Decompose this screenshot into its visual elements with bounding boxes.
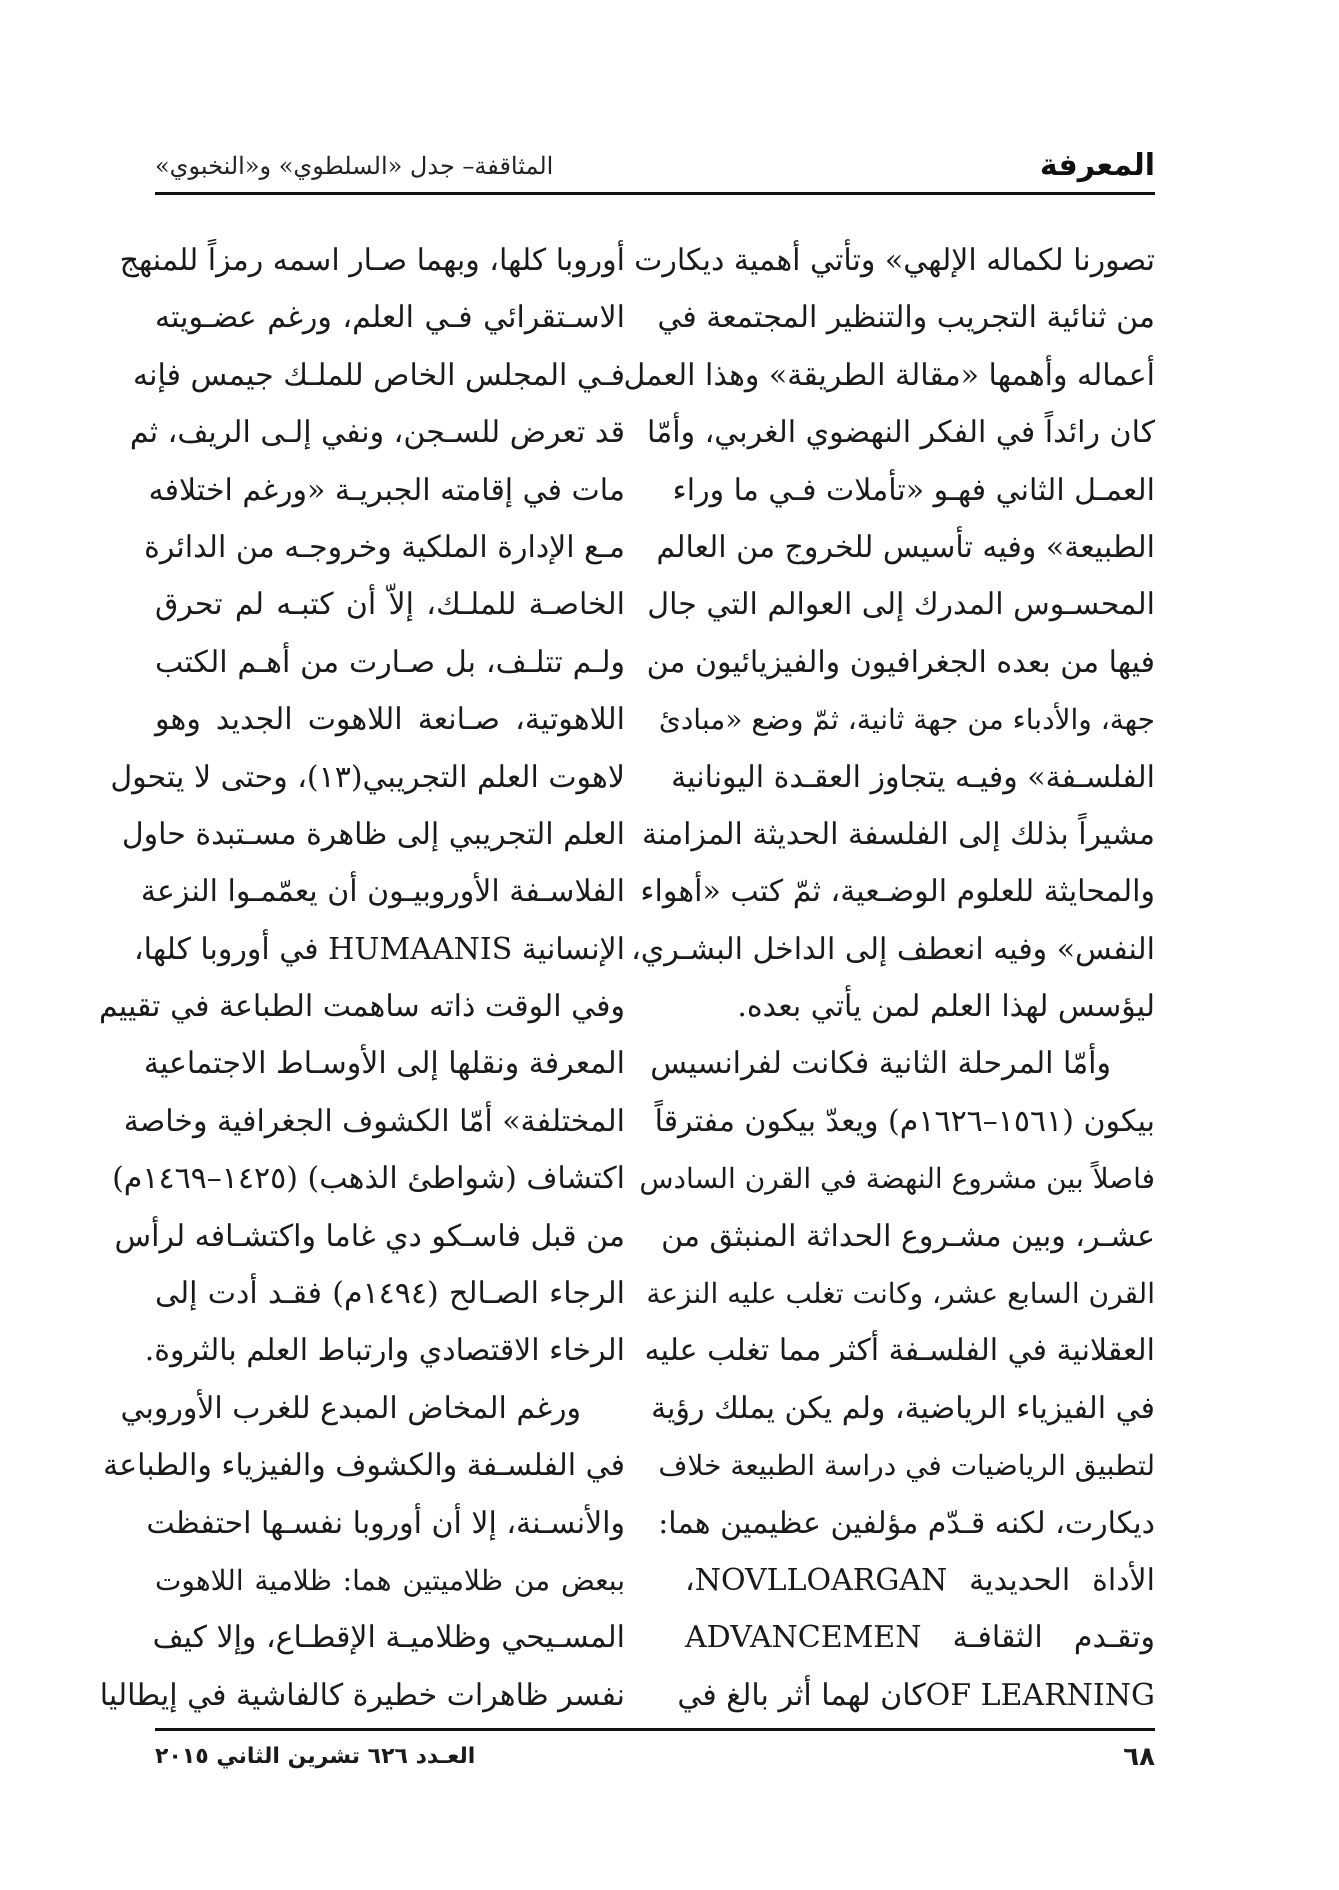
text-line: القرن السابع عشر، وكانت تغلب عليه النزعة (646, 1277, 1155, 1311)
text-line: كان رائداً في الفكر النهضوي الغربي، وأمّا (647, 415, 1155, 451)
text-line: ولـم تتلـف، بل صـارت من أهـم الكتب (155, 644, 625, 680)
page-footer (155, 1742, 1155, 1778)
text-line: المعرفة ونقلها إلى الأوسـاط الاجتماعية (143, 1046, 625, 1082)
left-text-column (98, 232, 626, 1724)
text-line: لتطبيق الرياضيات في دراسة الطبيعة خلاف (658, 1449, 1155, 1483)
text-line: الإنسانية HUMAANIS في أوروبا كلها، (134, 931, 625, 967)
text-line: النفس» وفيه انعطف إلى الداخل البشـري، (631, 931, 1155, 967)
text-line: المختلفة» أمّا الكشوف الجغرافية وخاصة (123, 1103, 625, 1139)
text-line: عشـر، وبين مشـروع الحداثة المنبثق من (661, 1218, 1155, 1254)
text-line: من قبل فاسـكو دي غاما واكتشـافه لرأس (114, 1218, 625, 1254)
right-text-column (623, 232, 1155, 1724)
text-line: ديكارت، لكنه قـدّم مؤلفين عظيمين هما: (658, 1505, 1155, 1541)
text-line: لاهوت العلم التجريبي(١٣)، وحتى لا يتحول (110, 759, 625, 795)
text-line: بيكون (١٥٦١–١٦٢٦م) ويعدّ بيكون مفترقاً (654, 1103, 1155, 1139)
text-line: في الفلسـفة والكشوف والفيزياء والطباعة (103, 1448, 625, 1484)
text-line: العمـل الثاني فهـو «تأملات فـي ما وراء (672, 472, 1155, 508)
text-line: اكتشاف (شواطئ الذهب) (١٤٢٥–١٤٦٩م) (112, 1161, 625, 1197)
text-line: في الفيزياء الرياضية، ولم يكن يملك رؤية (651, 1390, 1155, 1426)
text-line: جهة، والأدباء من جهة ثانية، ثمّ وضع «مبادئ (658, 703, 1155, 737)
text-line: مات في إقامته الجبريـة «ورغم اختلافه (148, 472, 625, 508)
text-line: من ثنائية التجريب والتنظير المجتمعة في (657, 300, 1155, 336)
text-line: المحسـوس المدرك إلى العوالم التي جال (647, 587, 1155, 623)
text-line: والأنسـنة، إلا أن أوروبا نفسـها احتفظت (146, 1505, 625, 1541)
text-line: مـع الإدارة الملكية وخروجـه من الدائرة (144, 529, 625, 565)
text-line: الفلسـفة» وفيـه يتجاوز العقـدة اليونانية (671, 759, 1155, 795)
text-line: المسـيحي وظلاميـة الإقطـاع، وإلا كيف (152, 1620, 625, 1656)
text-line: وتقـدم الثقافـة ADVANCEMEN (685, 1620, 1155, 1656)
text-line: ورغم المخاض المبدع للغرب الأوروبي (120, 1390, 581, 1426)
text-line: العلم التجريبي إلى ظاهرة مسـتبدة حاول (121, 816, 625, 852)
text-line: الطبيعة» وفيه تأسيس للخروج من العالم (656, 529, 1155, 565)
page-number: ٦٨ (1123, 1742, 1155, 1772)
issue-info: العـدد ٦٢٦ تشرين الثاني ٢٠١٥ (155, 1744, 476, 1769)
magazine-logo: المعرفة (1039, 148, 1155, 183)
text-line: فاصلاً بين مشروع النهضة في القرن السادس (639, 1162, 1155, 1196)
text-line: الفلاسـفة الأوروبيـون أن يعمّمـوا النزعة (140, 874, 625, 910)
text-line: اللاهوتية، صـانعة اللاهوت الجديد وهو (155, 702, 625, 738)
text-line: وفي الوقت ذاته ساهمت الطباعة في تقييم (98, 989, 625, 1025)
text-line: الرخاء الاقتصادي وارتباط العلم بالثروة. (144, 1333, 625, 1369)
text-line: فيها من بعده الجغرافيون والفيزيائيون من (646, 644, 1155, 680)
header-rule (155, 192, 1155, 195)
text-line: تصورنا لكماله الإلهي» وتأتي أهمية ديكارت (634, 243, 1155, 278)
text-line: أعماله وأهمها «مقالة الطريقة» وهذا العمل (623, 357, 1155, 393)
text-line: نفسر ظاهرات خطيرة كالفاشية في إيطاليا (99, 1677, 625, 1713)
running-title: المثاقفة– جدل «السلطوي» و«النخبوي» (155, 152, 554, 180)
page-header (155, 146, 1155, 190)
text-line: الخاصـة للملـك، إلاّ أن كتبـه لم تحرق (155, 587, 625, 623)
text-line: فـي المجلس الخاص للملـك جيمس فإنه (133, 357, 625, 393)
text-line: الأداة الحديدية NOVLLOARGAN، (685, 1562, 1155, 1598)
text-line: العقلانية في الفلسـفة أكثر مما تغلب عليه (644, 1333, 1155, 1369)
text-line: ليؤسس لهذا العلم لمن يأتي بعده. (737, 989, 1155, 1025)
text-line: وأمّا المرحلة الثانية فكانت لفرانسيس (650, 1046, 1111, 1082)
text-line: والمحايثة للعلوم الوضـعية، ثمّ كتب «أهواء (640, 874, 1155, 910)
text-line: الاسـتقرائي فـي العلم، ورغم عضـويته (155, 300, 625, 336)
text-line: مشيراً بذلك إلى الفلسفة الحديثة المزامنة (641, 816, 1155, 852)
text-line: OF LEARNINGكان لهما أثر بالغ في (677, 1677, 1155, 1713)
text-line: ببعض من ظلاميتين هما: ظلامية اللاهوت (155, 1563, 625, 1597)
text-line: قد تعرض للسـجن، ونفي إلـى الريف، ثم (129, 415, 625, 451)
text-line: الرجاء الصـالح (١٤٩٤م) فقـد أدت إلى (155, 1276, 626, 1312)
text-line: أوروبا كلها، وبهما صـار اسمه رمزاً للمنهج (119, 243, 625, 278)
footer-rule (155, 1728, 1155, 1731)
